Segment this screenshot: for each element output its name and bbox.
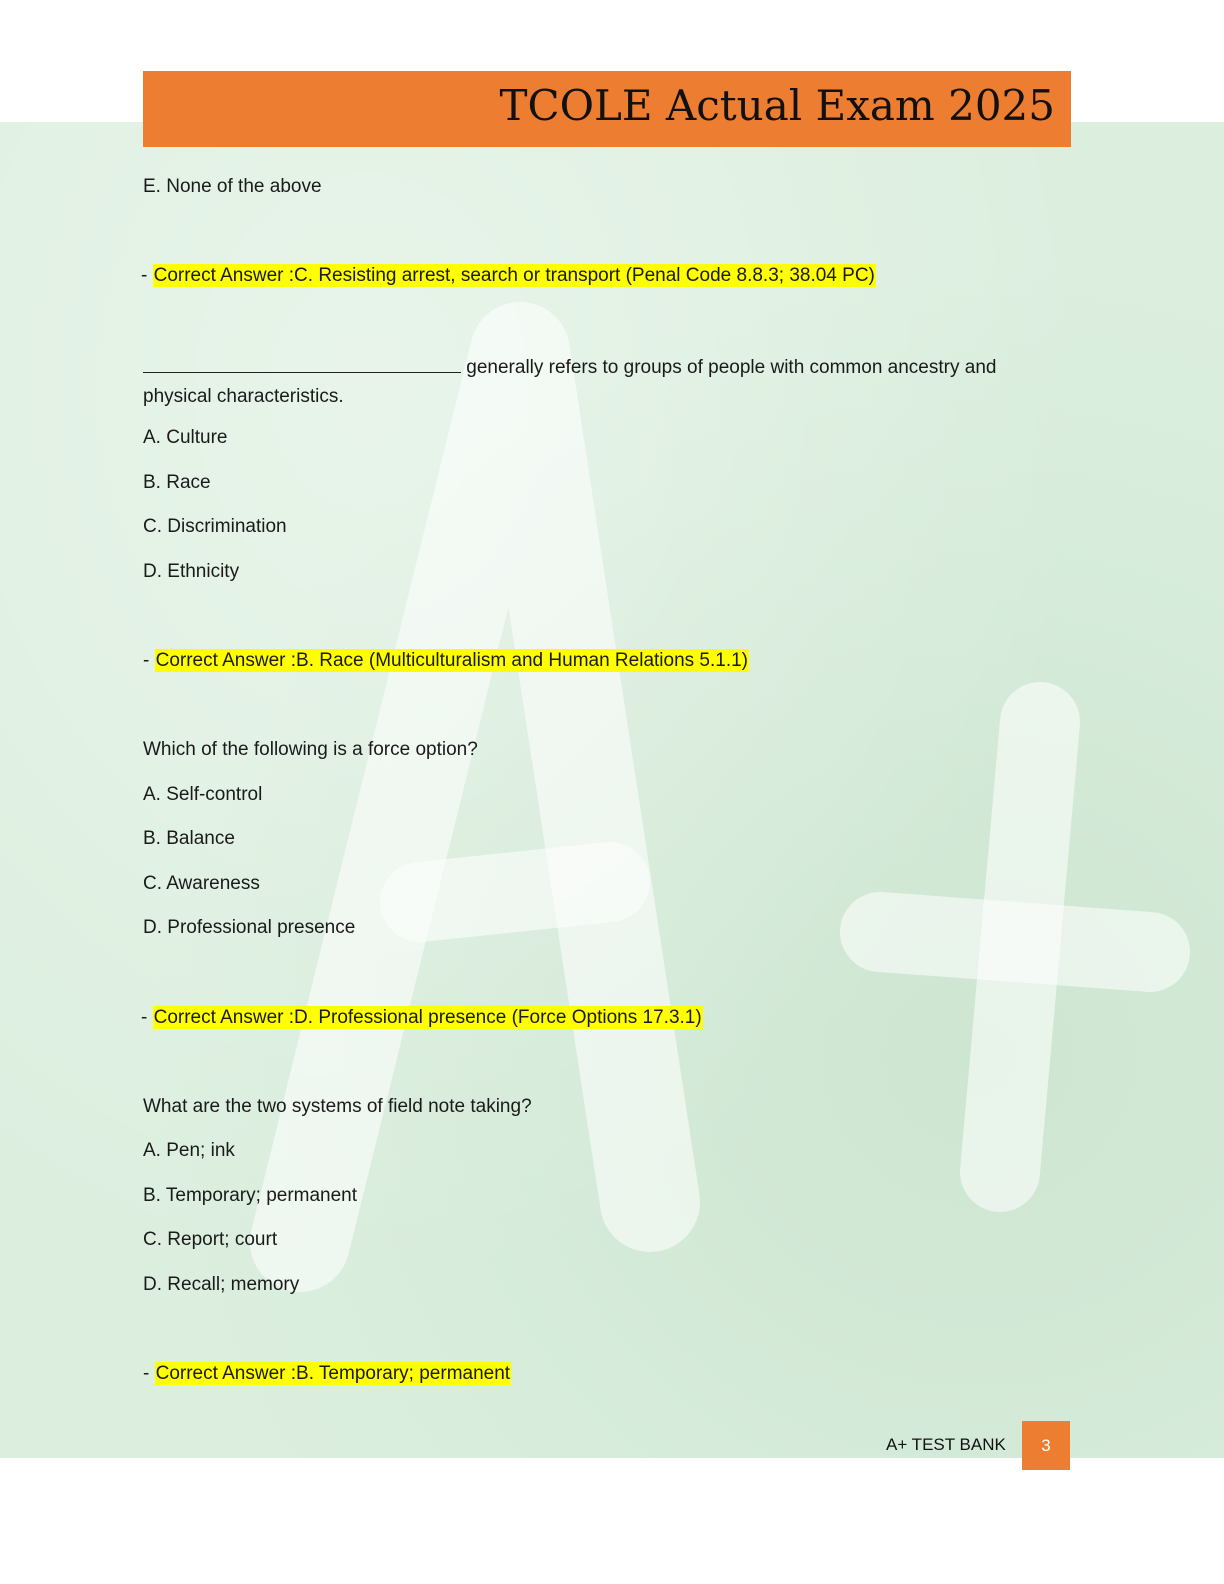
q2-option-a: A. Self-control (143, 784, 263, 805)
correct-answer-1: Correct Answer :C. Resisting arrest, search or transport (Penal Code 8.8.3; 38.04 PC) (153, 265, 875, 286)
fill-in-blank (143, 352, 461, 373)
q3-option-c: C. Report; court (143, 1229, 278, 1250)
correct-answer-2: Correct Answer :B. Race (Multiculturalism and Human Relations 5.1.1) (155, 650, 749, 671)
answer-prefix: - (143, 1363, 155, 1384)
answer-prefix: - (141, 1007, 153, 1028)
question-1-stem (143, 352, 1058, 411)
q2-option-c: C. Awareness (143, 873, 260, 894)
q3-option-a: A. Pen; ink (143, 1140, 235, 1161)
q2-option-b: B. Balance (143, 828, 235, 849)
page-number: 3 (1022, 1421, 1070, 1470)
header-bar (143, 71, 1071, 147)
answer-line-3 (141, 1005, 703, 1031)
q1-option-b: B. Race (143, 472, 211, 493)
answer-prefix: - (141, 265, 153, 286)
q1-option-d: D. Ethnicity (143, 561, 240, 582)
answer-line-1 (141, 263, 876, 289)
page-title: TCOLE Actual Exam 2025 (499, 81, 1055, 130)
q2-option-d: D. Professional presence (143, 917, 356, 938)
answer-line-2 (143, 648, 749, 674)
q3-option-d: D. Recall; memory (143, 1274, 300, 1295)
footer-label: A+ TEST BANK (886, 1435, 1006, 1454)
correct-answer-4: Correct Answer :B. Temporary; permanent (155, 1363, 511, 1384)
q1-option-c: C. Discrimination (143, 516, 287, 537)
answer-prefix: - (143, 650, 155, 671)
question-1-text: generally refers to groups of people with common ancestry and physical characteristics. (143, 357, 997, 407)
question-2-stem: Which of the following is a force option? (143, 739, 478, 760)
option-e: E. None of the above (143, 176, 322, 197)
question-3-stem: What are the two systems of field note taking? (143, 1096, 532, 1117)
q1-option-a: A. Culture (143, 427, 228, 448)
answer-line-4 (143, 1361, 511, 1387)
q3-option-b: B. Temporary; permanent (143, 1185, 358, 1206)
correct-answer-3: Correct Answer :D. Professional presence (Force Options 17.3.1) (153, 1007, 702, 1028)
